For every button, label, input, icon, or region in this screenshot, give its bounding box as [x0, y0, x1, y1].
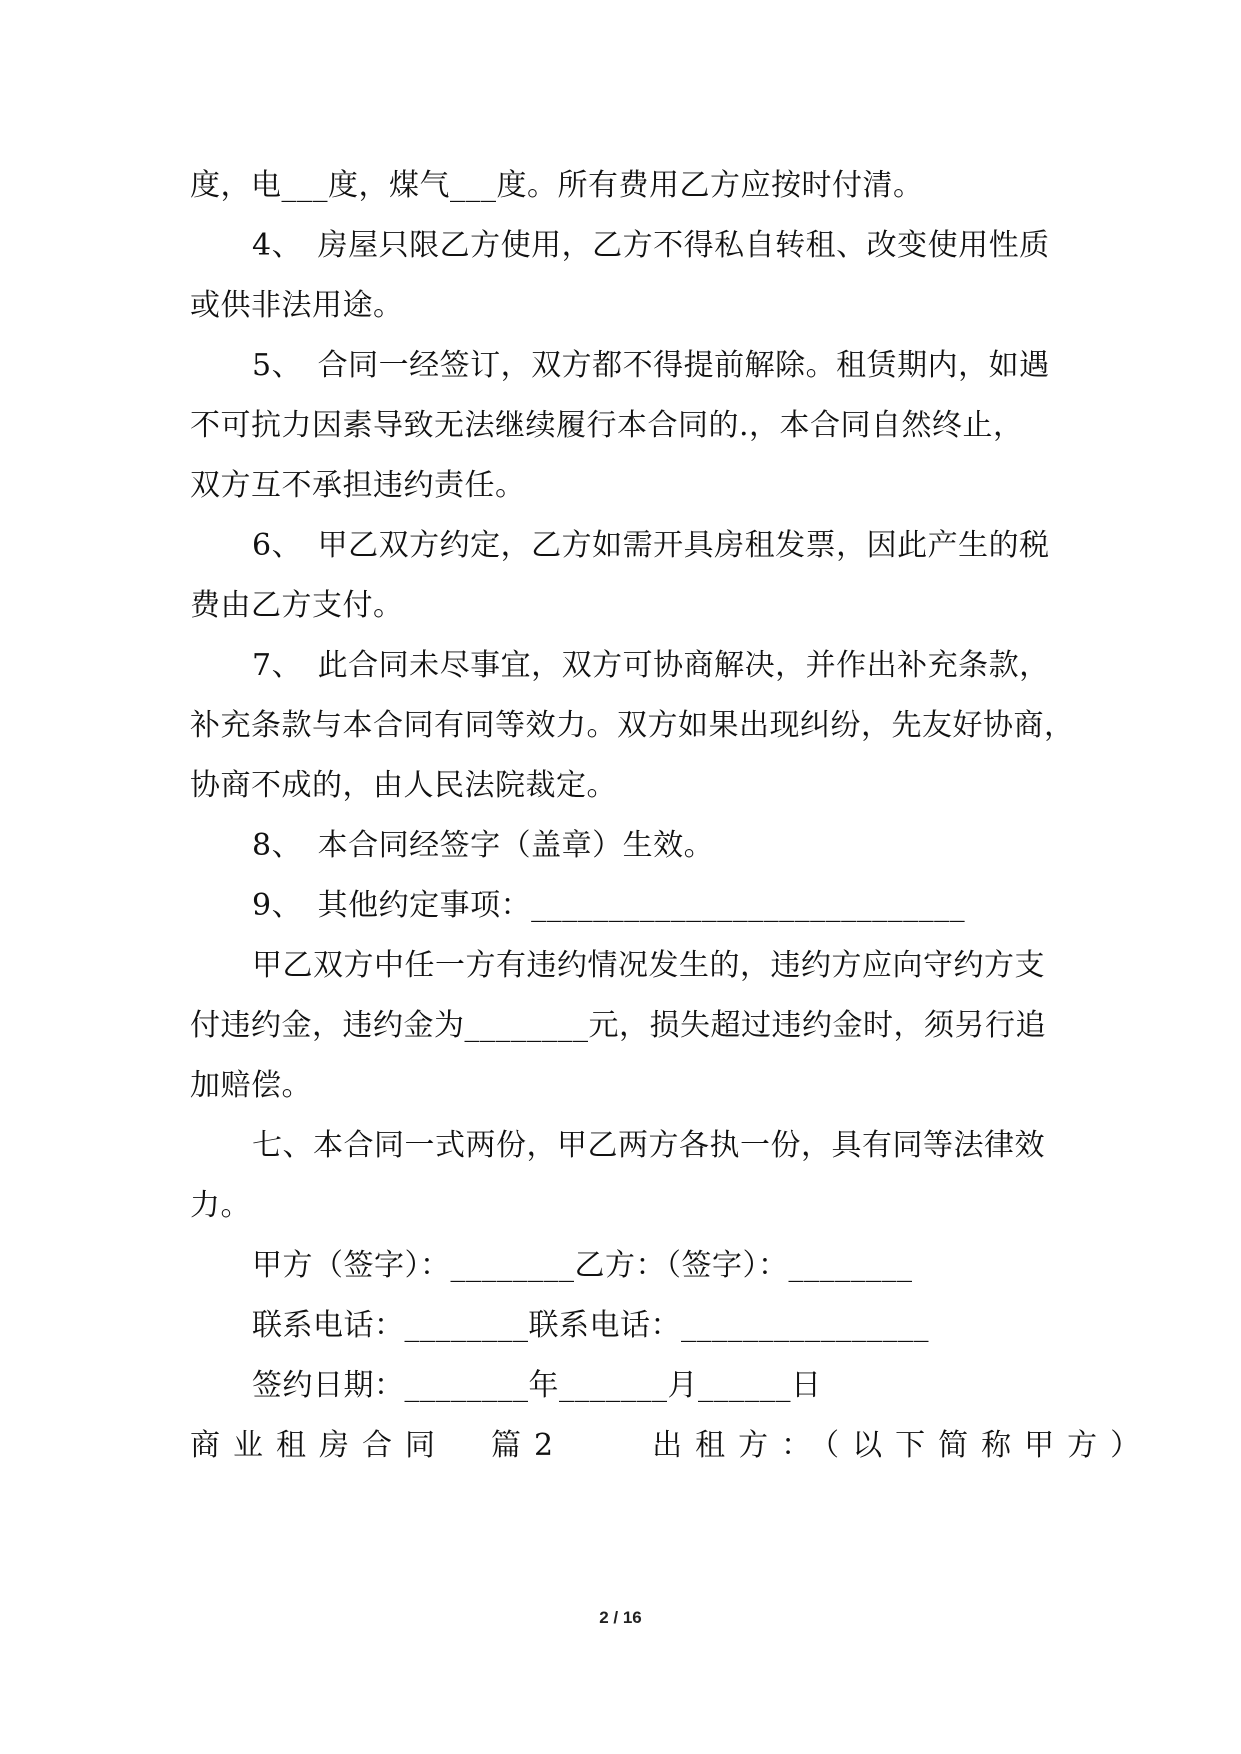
- copies-line-2: 力。: [190, 1188, 251, 1223]
- section-heading-line: 商业租房合同 篇2 出租方：（以下简称甲方）: [190, 1428, 1154, 1463]
- clause-5-line-1: 5、 合同一经签订，双方都不得提前解除。租赁期内，如遇: [252, 348, 1050, 383]
- clause-7-line-1: 7、 此合同未尽事宜，双方可协商解决，并作出补充条款，: [252, 648, 1050, 683]
- penalty-line-3: 加赔偿。: [190, 1068, 312, 1103]
- clause-6-line-1: 6、 甲乙双方约定，乙方如需开具房租发票，因此产生的税: [252, 528, 1050, 563]
- copies-line-1: 七、本合同一式两份，甲乙两方各执一份，具有同等法律效: [252, 1128, 1045, 1163]
- clause-6-line-2: 费由乙方支付。: [190, 588, 404, 623]
- date-line: 签约日期：________年_______月______日: [252, 1368, 822, 1403]
- page-number: 2 / 16: [599, 1608, 642, 1627]
- clause-5-line-3: 双方互不承担违约责任。: [190, 468, 526, 503]
- clause-9-line: 9、 其他约定事项：____________________________: [252, 888, 966, 923]
- phone-line: 联系电话：________联系电话：________________: [252, 1308, 929, 1343]
- clause-7-line-2: 补充条款与本合同有同等效力。双方如果出现纠纷，先友好协商，: [190, 708, 1075, 743]
- clause-4-line-1: 4、 房屋只限乙方使用，乙方不得私自转租、改变使用性质: [252, 228, 1050, 263]
- signature-line: 甲方（签字）：________乙方：（签字）：________: [252, 1248, 913, 1283]
- penalty-line-1: 甲乙双方中任一方有违约情况发生的，违约方应向守约方支: [252, 948, 1045, 983]
- clause-5-line-2: 不可抗力因素导致无法继续履行本合同的.，本合同自然终止，: [190, 408, 1024, 443]
- clause-7-line-3: 协商不成的，由人民法院裁定。: [190, 768, 617, 803]
- clause-4-line-2: 或供非法用途。: [190, 288, 404, 323]
- penalty-line-2: 付违约金，违约金为________元，损失超过违约金时，须另行追: [190, 1008, 1046, 1043]
- paragraph-line: 度，电___度，煤气___度。所有费用乙方应按时付清。: [190, 168, 924, 203]
- clause-8-line: 8、 本合同经签字（盖章）生效。: [252, 828, 715, 863]
